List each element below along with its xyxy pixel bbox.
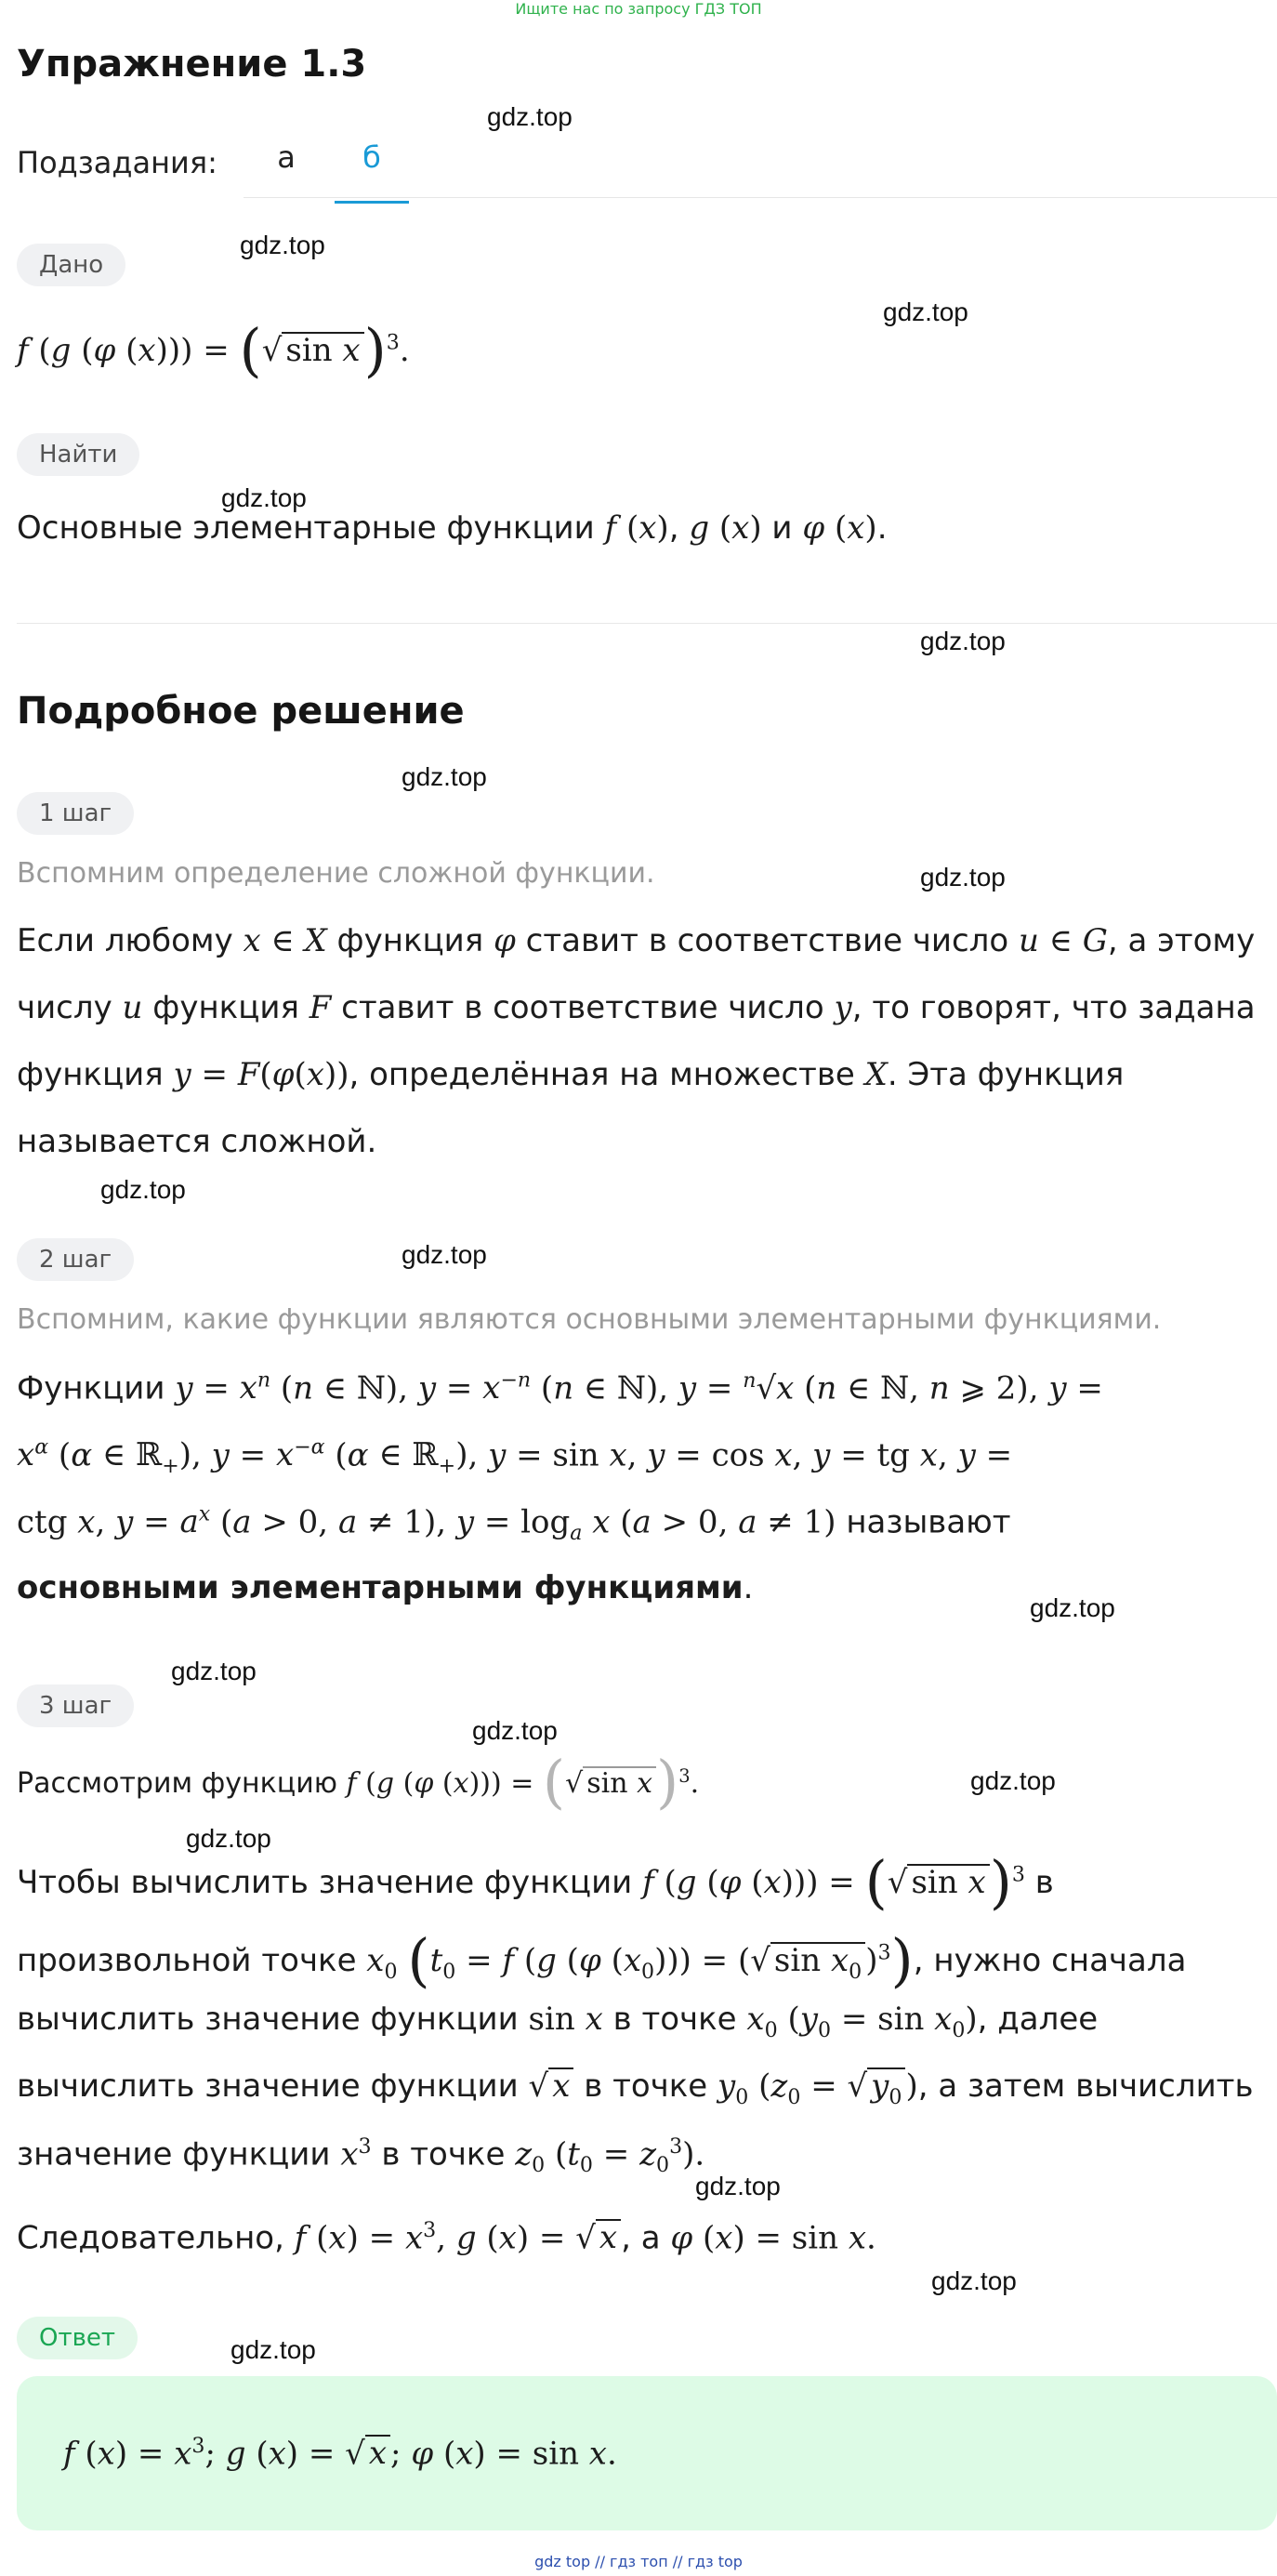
answer-badge: Ответ — [17, 2317, 138, 2359]
watermark: gdz.top — [472, 1716, 558, 1745]
step1-line4: называется сложной. — [17, 1123, 377, 1160]
find-text: Основные элементарные функции f (x), g (x) и φ (x). — [17, 509, 888, 547]
watermark: gdz.top — [100, 1175, 186, 1204]
given-badge: Дано — [17, 244, 125, 286]
step1-line3: функция y = F(φ(x)), определённая на множестве X. Эта функция — [17, 1056, 1125, 1093]
watermark: gdz.top — [230, 2335, 316, 2364]
step3-line3: вычислить значение функции sin x в точке $x_0$ $(y_0 = \sin x_0)$, далее — [17, 2001, 1099, 2042]
watermark: gdz.top — [920, 627, 1006, 655]
step1-line2: числу u функция F ставит в соответствие число y, то говорят, что задана — [17, 989, 1256, 1026]
watermark: gdz.top — [487, 102, 573, 131]
step3-line1: Чтобы вычислить значение функции f (g (φ (x))) = (√ sin x)$^3$ в — [17, 1848, 1054, 1916]
page-title: Упражнение 1.3 — [17, 43, 367, 86]
step2-line1: Функции $y = x^n$ (n ∈ ℕ), $y = x^{-n}$ (n ∈ ℕ), y = $^n$√x (n ∈ ℕ, n ⩾ 2), y = — [17, 1368, 1103, 1407]
step3-line6: Следовательно, f $(x) = x^3$, g (x) = √ x , а φ (x) = sin x. — [17, 2218, 876, 2257]
step1-line1: Если любому x ∈ X функция φ ставит в соответствие число u ∈ G, а этому — [17, 922, 1256, 959]
watermark: gdz.top — [221, 483, 307, 512]
step2-badge: 2 шаг — [17, 1238, 134, 1281]
section-divider — [17, 623, 1277, 624]
watermark: gdz.top — [240, 231, 325, 259]
solution-title: Подробное решение — [17, 690, 465, 733]
step3-line2: произвольной точке $x_0$ ($t_0 = f$ (g (φ $(x_0)$)) = (√ $\sin x_0$ )$^3$), нужно сначала — [17, 1926, 1187, 1994]
step3-line4: вычислить значение функции √ x в точке $y_0$ ($z_0$ = √ $y_0$ ), а затем вычислить — [17, 2067, 1254, 2109]
watermark: gdz.top — [402, 1240, 487, 1269]
step1-hint: Вспомним определение сложной функции. — [17, 857, 655, 890]
step3-badge: 3 шаг — [17, 1684, 134, 1727]
step3-line5: значение функции $x^3$ в точке $z_0$ $(t_0 = z_0^3)$. — [17, 2134, 705, 2178]
watermark: gdz.top — [920, 863, 1006, 892]
footer-links[interactable]: gdz top // гдз топ // гдз top — [534, 2553, 743, 2570]
watermark: gdz.top — [931, 2266, 1017, 2295]
watermark: gdz.top — [1030, 1593, 1115, 1622]
answer-formula: f $(x) = x^3$; g (x) = √ x ; φ (x) = sin x. — [63, 2434, 617, 2473]
watermark: gdz.top — [883, 297, 968, 326]
top-hint: Ищите нас по запросу ГДЗ ТОП — [515, 0, 762, 18]
step2-line4: основными элементарными функциями. — [17, 1569, 754, 1606]
find-badge: Найти — [17, 433, 139, 476]
tab-subtask-b[interactable]: б — [335, 139, 409, 204]
watermark: gdz.top — [402, 762, 487, 791]
step3-hint: Рассмотрим функцию f (g (φ (x))) = (√ sin x)$^3$. — [17, 1748, 700, 1816]
watermark: gdz.top — [695, 2172, 781, 2200]
step2-line2: $x^\alpha$ (α ∈ ℝ$_+$), $y = x^{-\alpha}$ (α ∈ ℝ$_+$), y = sin x, y = cos x, y = tg x, y = — [17, 1435, 1013, 1479]
step2-line3: ctg x, $y = a^x$ (a > 0, a ≠ 1), $y = \log_a x$ (a > 0, a ≠ 1) называют — [17, 1502, 1011, 1546]
given-formula: f (g (φ (x))) = (√ sin x)$^3$. — [17, 316, 410, 384]
tab-subtask-a[interactable]: а — [277, 139, 296, 175]
tabs-underline — [244, 197, 1277, 198]
step2-hint: Вспомним, какие функции являются основными элементарными функциями. — [17, 1303, 1162, 1336]
subtasks-label: Подзадания: — [17, 145, 217, 180]
watermark: gdz.top — [171, 1657, 257, 1685]
step1-badge: 1 шаг — [17, 792, 134, 835]
watermark: gdz.top — [970, 1766, 1056, 1795]
watermark: gdz.top — [186, 1824, 271, 1853]
